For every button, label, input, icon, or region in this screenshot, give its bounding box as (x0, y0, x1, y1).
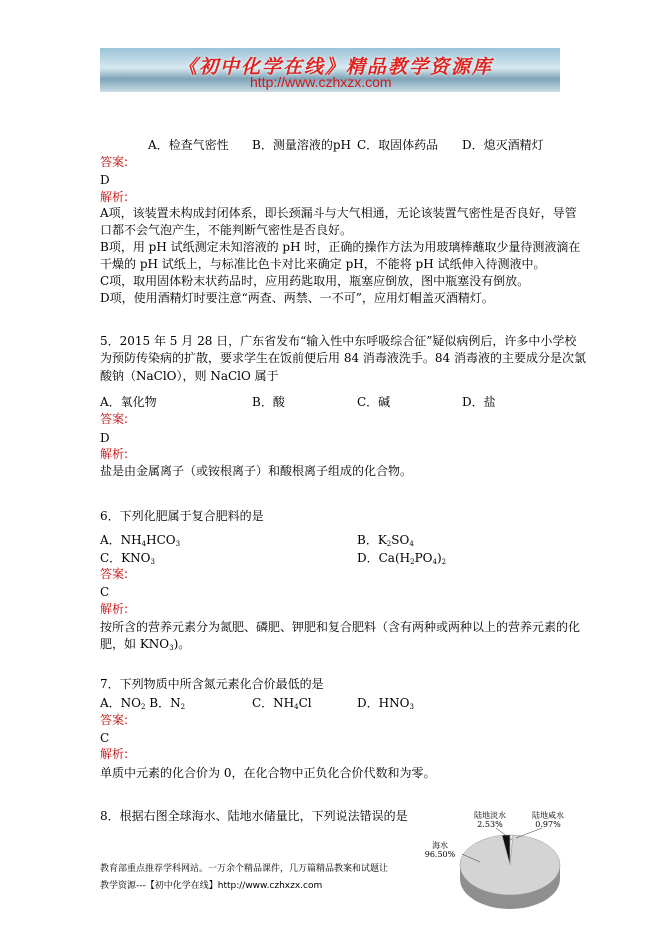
q4-option: D．熄灭酒精灯 (462, 138, 544, 152)
pie-value-label: 96.50% (424, 850, 456, 859)
q5-stem-line: 5．2015 年 5 月 28 日，广东省发布“输入性中东呼吸综合征”疑似病例后，许多中小学校 (100, 334, 577, 348)
q4-option: A．检查气密性 (148, 138, 229, 152)
q4-analysis-line: 干燥的 pH 试纸上，与标准比色卡对比来确定 pH，不能将 pH 试纸伸入待测液中。 (100, 257, 546, 271)
q5-analysis-line: 盐是由金属离子（或铵根离子）和酸根离子组成的化合物。 (100, 464, 413, 478)
banner-url: http://www.czhxzx.com (250, 74, 392, 90)
q7-answer: C (100, 731, 110, 745)
q6-option: C．$KNO_3$ (100, 551, 155, 566)
pie-label: 陆地淡水 (474, 811, 506, 820)
q6-answer: C (100, 585, 110, 599)
answer-label: 答案: (100, 412, 129, 426)
q5-option: C．碱 (357, 395, 391, 409)
q7-option: C．$NH_4Cl$ (252, 696, 312, 711)
q5-option: D．盐 (462, 395, 496, 409)
q4-analysis-line: D项，使用酒精灯时要注意“两查、两禁、一不可”，应用灯帽盖灭酒精灯。 (100, 291, 494, 305)
q5-answer: D (100, 431, 110, 445)
q5-stem-line: 酸钠（NaClO），则 NaClO 属于 (100, 369, 279, 383)
banner-title: 《初中化学在线》精品教学资源库 (178, 56, 494, 78)
answer-label: 答案: (100, 713, 129, 727)
pie-label: 陆地咸水 (532, 811, 564, 820)
q4-answer: D (100, 173, 110, 187)
pie-label: 海水 (432, 841, 448, 850)
footer-line-2: 教学资源---【初中化学在线】http://www.czhxzx.com (100, 881, 323, 891)
q5-option: B．酸 (252, 395, 285, 409)
q6-analysis-line: 按所含的营养元素分为氮肥、磷肥、钾肥和复合肥料（含有两种或两种以上的营养元素的化 (100, 620, 581, 634)
q7-analysis-line: 单质中元素的化合价为 0，在化合物中正负化合价代数和为零。 (100, 766, 436, 780)
q6-option: D．$Ca(H_2PO_4)_2$ (357, 551, 447, 566)
q4-analysis-line: C项，取用固体粉末状药品时，应用药匙取用，瓶塞应倒放，图中瓶塞没有倒放。 (100, 274, 530, 288)
header-banner (100, 48, 560, 92)
pie-value-label: 2.53% (477, 820, 503, 829)
q4-option: B．测量溶液的pH (252, 138, 351, 152)
water-pie-chart (400, 810, 565, 910)
q5-stem-line: 为预防传染病的扩散，要求学生在饭前便后用 84 消毒液洗手。84 消毒液的主要成分是次氯 (100, 351, 586, 365)
answer-label: 答案: (100, 567, 129, 581)
analysis-label: 解析: (100, 602, 129, 616)
q4-analysis-line: 口都不会气泡产生，不能判断气密性是否良好。 (100, 223, 353, 237)
q7-stem: 7．下列物质中所含氮元素化合价最低的是 (100, 677, 324, 691)
q7-option: D．$HNO_3$ (357, 696, 414, 711)
q8-stem: 8．根据右图全球海水、陆地水储量比，下列说法错误的是 (100, 809, 408, 823)
q4-option: C．取固体药品 (357, 138, 439, 152)
analysis-label: 解析: (100, 190, 129, 204)
analysis-label: 解析: (100, 447, 129, 461)
q7-option: A．$NO_2$ B．$N_2$ (100, 696, 186, 711)
pie-value-label: 0.97% (535, 820, 561, 829)
q4-analysis-line: A项，该装置未构成封闭体系，即长颈漏斗与大气相通，无论该装置气密性是否良好，导管 (100, 206, 577, 220)
q6-option: B．$K_2SO_4$ (357, 533, 414, 548)
q6-analysis-line: 肥，如 $KNO_3$)。 (100, 637, 191, 652)
q6-stem: 6．下列化肥属于复合肥料的是 (100, 509, 264, 523)
footer-line-1: 教育部重点推荐学科网站。一万余个精品课件，几万篇精品教案和试题让 (100, 864, 389, 874)
q5-option: A．氧化物 (100, 395, 157, 409)
q6-option: A．$NH_4HCO_3$ (100, 533, 181, 548)
analysis-label: 解析: (100, 747, 129, 761)
q4-analysis-line: B项，用 pH 试纸测定未知溶液的 pH 时，正确的操作方法为用玻璃棒蘸取少量待测液滴在 (100, 240, 581, 254)
answer-label: 答案: (100, 155, 129, 169)
